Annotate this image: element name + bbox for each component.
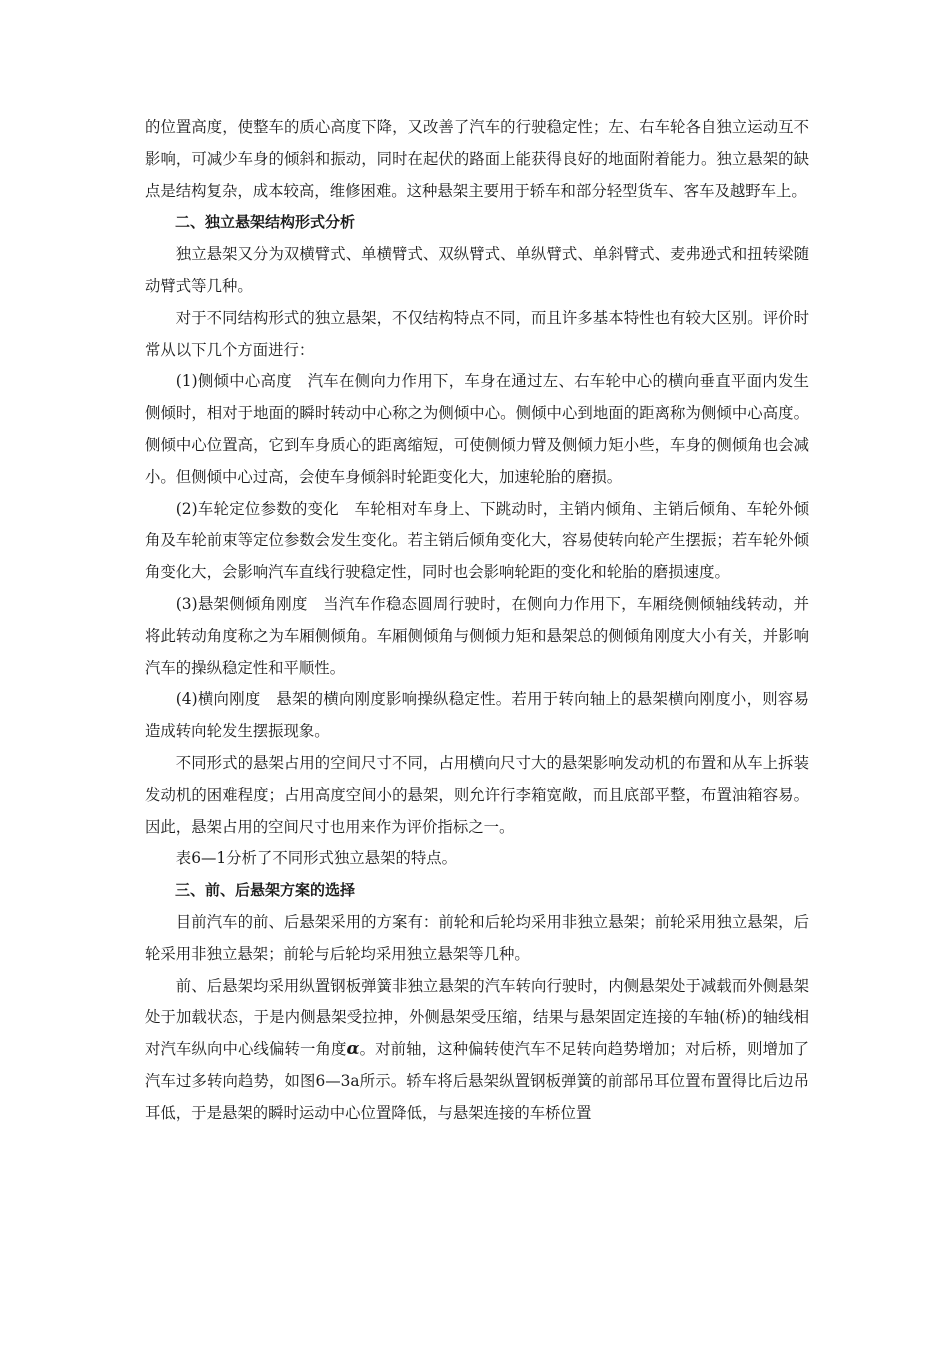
paragraph-roll-stiffness: (3)悬架侧倾角刚度 当汽车作稳态圆周行驶时，在侧向力作用下，车厢绕侧倾轴线转动，并将此转动角度称之为车厢侧倾角。车厢侧倾角与侧倾力矩和悬架总的侧倾角刚度大小有关，并影响汽车的操纵稳定性和平顺性。	[145, 594, 809, 677]
paragraph-lateral-stiffness: (4)横向刚度 悬架的横向刚度影响操纵稳定性。若用于转向轴上的悬架横向刚度小，则容易造成转向轮发生摆振现象。	[145, 690, 809, 741]
paragraph-text-part-2: 。对前轴，这种偏转使汽车不足转向趋势增加；对后桥，则增加了汽车过多转向趋势，如图6—3a所示。轿车将后悬架纵置钢板弹簧的前部吊耳位置布置得比后边吊耳低，于是悬架的瞬时运动中心位置降低，与悬架连接的车桥位置	[145, 1040, 809, 1122]
paragraph-roll-center-height: (1)侧倾中心高度 汽车在侧向力作用下，车身在通过左、右车轮中心的横向垂直平面内发生侧倾时，相对于地面的瞬时转动中心称之为侧倾中心。侧倾中心到地面的距离称为侧倾中心高度。侧倾中心位置高，它到车身质心的距离缩短，可使侧倾力臂及侧倾力矩小些，车身的侧倾角也会减小。但侧倾中心过高，会使车身倾斜时轮距变化大，加速轮胎的磨损。	[145, 372, 809, 486]
paragraph-evaluation-intro: 对于不同结构形式的独立悬架，不仅结构特点不同，而且许多基本特性也有较大区别。评价时常从以下几个方面进行：	[145, 308, 809, 359]
alpha-symbol: α	[346, 1039, 360, 1060]
paragraph-space-dimensions: 不同形式的悬架占用的空间尺寸不同，占用横向尺寸大的悬架影响发动机的布置和从车上拆装发动机的困难程度；占用高度空间小的悬架，则允许行李箱宽敞，而且底部平整，布置油箱容易。因此，悬架占用的空间尺寸也用来作为评价指标之一。	[145, 753, 809, 836]
paragraph-independent-suspension-pros-cons: 的位置高度，使整车的质心高度下降，又改善了汽车的行驶稳定性；左、右车轮各自独立运动互不影响，可减少车身的倾斜和振动，同时在起伏的路面上能获得良好的地面附着能力。独立悬架的缺点是结构复杂，成本较高，维修困难。这种悬架主要用于轿车和部分轻型货车、客车及越野车上。	[145, 118, 809, 200]
paragraph-table-reference: 表6—1分析了不同形式独立悬架的特点。	[175, 849, 458, 868]
paragraph-wheel-alignment-change: (2)车轮定位参数的变化 车轮相对车身上、下跳动时，主销内倾角、主销后倾角、车轮外倾角及车轮前束等定位参数会发生变化。若主销后倾角变化大，容易使转向轮产生摆振；若车轮外倾角变化大，会影响汽车直线行驶稳定性，同时也会影响轮距的变化和轮胎的磨损速度。	[145, 499, 809, 582]
section-heading-3: 三、前、后悬架方案的选择	[175, 881, 356, 900]
paragraph-text-part-1: 前、后悬架均采用纵置钢板弹簧非独立悬架的汽车转向行驶时，内侧悬架处于减载而外侧悬架处于加载状态，于是内侧悬架受拉抻，外侧悬架受压缩，结果与悬架固定连接的车轴(桥)的轴线相对汽车纵向中心线偏转一角度	[145, 976, 809, 1059]
paragraph-suspension-types: 独立悬架又分为双横臂式、单横臂式、双纵臂式、单纵臂式、单斜臂式、麦弗逊式和扭转梁随动臂式等几种。	[145, 245, 809, 295]
paragraph-leaf-spring-steering	[145, 971, 809, 1130]
section-heading-2: 二、独立悬架结构形式分析	[175, 213, 356, 232]
document-page	[145, 112, 809, 1130]
paragraph-front-rear-schemes: 目前汽车的前、后悬架采用的方案有：前轮和后轮均采用非独立悬架；前轮采用独立悬架，后轮采用非独立悬架；前轮与后轮均采用独立悬架等几种。	[145, 912, 809, 963]
